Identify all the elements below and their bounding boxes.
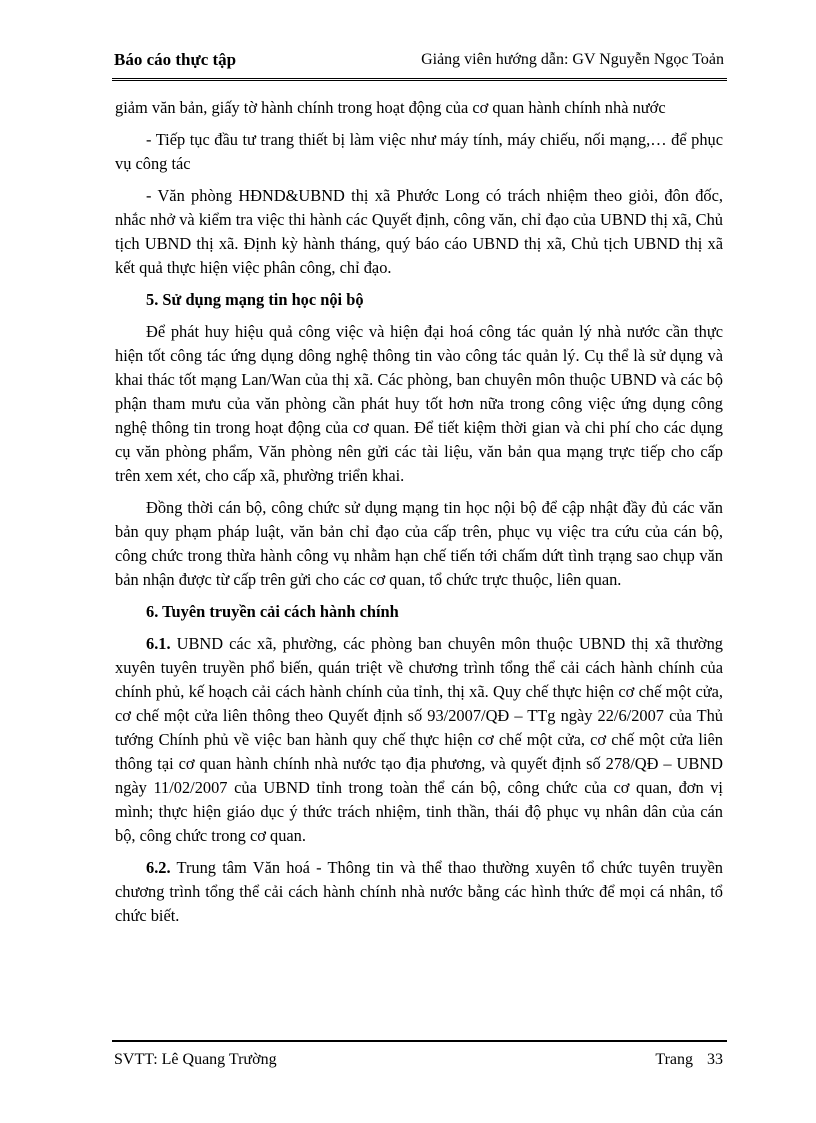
paragraph-office-duties: - Văn phòng HĐND&UBND thị xã Phước Long có trách nhiệm theo giỏi, đôn đốc, nhắc nhở và kiểm tra việc thi hành các Quyết định, công văn, chỉ đạo của UBND thị xã, Chủ tịch UBND thị xã. Định kỳ hành tháng, quý báo cáo UBND thị xã, Chủ tịch UBND thị xã kết quả thực hiện việc phân công, chỉ đạo. xyxy=(115,186,723,277)
page-body xyxy=(115,96,723,928)
student-name: SVTT: Lê Quang Trường xyxy=(114,1051,277,1068)
subsection-number: 6.1. xyxy=(146,634,171,653)
page-footer xyxy=(112,1040,727,1068)
paragraph-6-2 xyxy=(115,856,723,928)
subsection-text: Trung tâm Văn hoá - Thông tin và thể thao thường xuyên tổ chức tuyên truyền chương trình tổng thể cải cách hành chính nhà nước bằng các hình thức để mọi cá nhân, tổ chức biết. xyxy=(115,858,723,925)
page-header xyxy=(112,50,727,81)
subsection-text: UBND các xã, phường, các phòng ban chuyên môn thuộc UBND thị xã thường xuyên tuyên truyền phổ biến, quán triệt về chương trình tổng thể cải cách hành chính của chính phủ, kế hoạch cải cách hành chính của tỉnh, thị xã. Quy chế thực hiện cơ chế một cửa, cơ chế một cửa liên thông theo Quyết định số 93/2007/QĐ – TTg ngày 22/6/2007 của Thủ tướng Chính phủ về việc ban hành quy chế thực hiện cơ chế một cửa, cơ chế một cửa liên thông tại cơ quan hành chính nhà nước tạo địa phương, và quyết định số 278/QĐ – UBND ngày 11/02/2007 của UBND tỉnh trong toàn thể cán bộ, công chức của cơ quan, đơn vị mình; thực hiện giáo dục ý thức trách nhiệm, tinh thần, thái độ phục vụ nhân dân của cán bộ, công chức trong cơ quan. xyxy=(115,634,723,845)
instructor-label: Giảng viên hướng dẫn: GV Nguyễn Ngọc Toản xyxy=(421,51,724,68)
paragraph-it-usage: Để phát huy hiệu quả công việc và hiện đại hoá công tác quản lý nhà nước cần thực hiện tốt công tác ứng dụng dông nghệ thông tin vào công tác quản lý. Cụ thể là sử dụng và khai thác tốt mạng Lan/Wan của thị xã. Các phòng, ban chuyên môn thuộc UBND và các bộ phận tham mưu của văn phòng cần phát huy tốt hơn nữa trong công việc ứng dụng công nghệ thông tin trong hoạt động của cơ quan. Để tiết kiệm thời gian và chi phí cho các dụng cụ văn phòng phẩm, Văn phòng nên gửi các tài liệu, văn bản qua mạng trực tiếp cho cấp trên xem xét, cho cấp xã, phường triển khai. xyxy=(115,322,723,485)
page-indicator xyxy=(655,1051,723,1069)
paragraph-continued: giảm văn bản, giấy tờ hành chính trong hoạt động của cơ quan hành chính nhà nước xyxy=(115,98,666,117)
page-number: 33 xyxy=(707,1051,723,1068)
paragraph-equipment: - Tiếp tục đầu tư trang thiết bị làm việc như máy tính, máy chiếu, nối mạng,… để phục vụ công tác xyxy=(115,130,723,173)
section-heading-5: 5. Sử dụng mạng tin học nội bộ xyxy=(146,290,364,309)
paragraph-intranet: Đồng thời cán bộ, công chức sử dụng mạng tin học nội bộ để cập nhật đầy đủ các văn bản quy phạm pháp luật, văn bản chỉ đạo của cấp trên, phục vụ việc tra cứu của cán bộ, công chức trong thừa hành công vụ nhằm hạn chế tiến tới chấm dứt tình trạng sao chụp văn bản nhận được từ cấp trên gửi cho các cơ quan, tổ chức trực thuộc, liên quan. xyxy=(115,498,723,589)
page-label: Trang xyxy=(655,1051,693,1068)
report-title: Báo cáo thực tập xyxy=(114,50,237,69)
paragraph-6-1 xyxy=(115,632,723,848)
section-heading-6: 6. Tuyên truyền cải cách hành chính xyxy=(146,602,399,621)
subsection-number: 6.2. xyxy=(146,858,171,877)
